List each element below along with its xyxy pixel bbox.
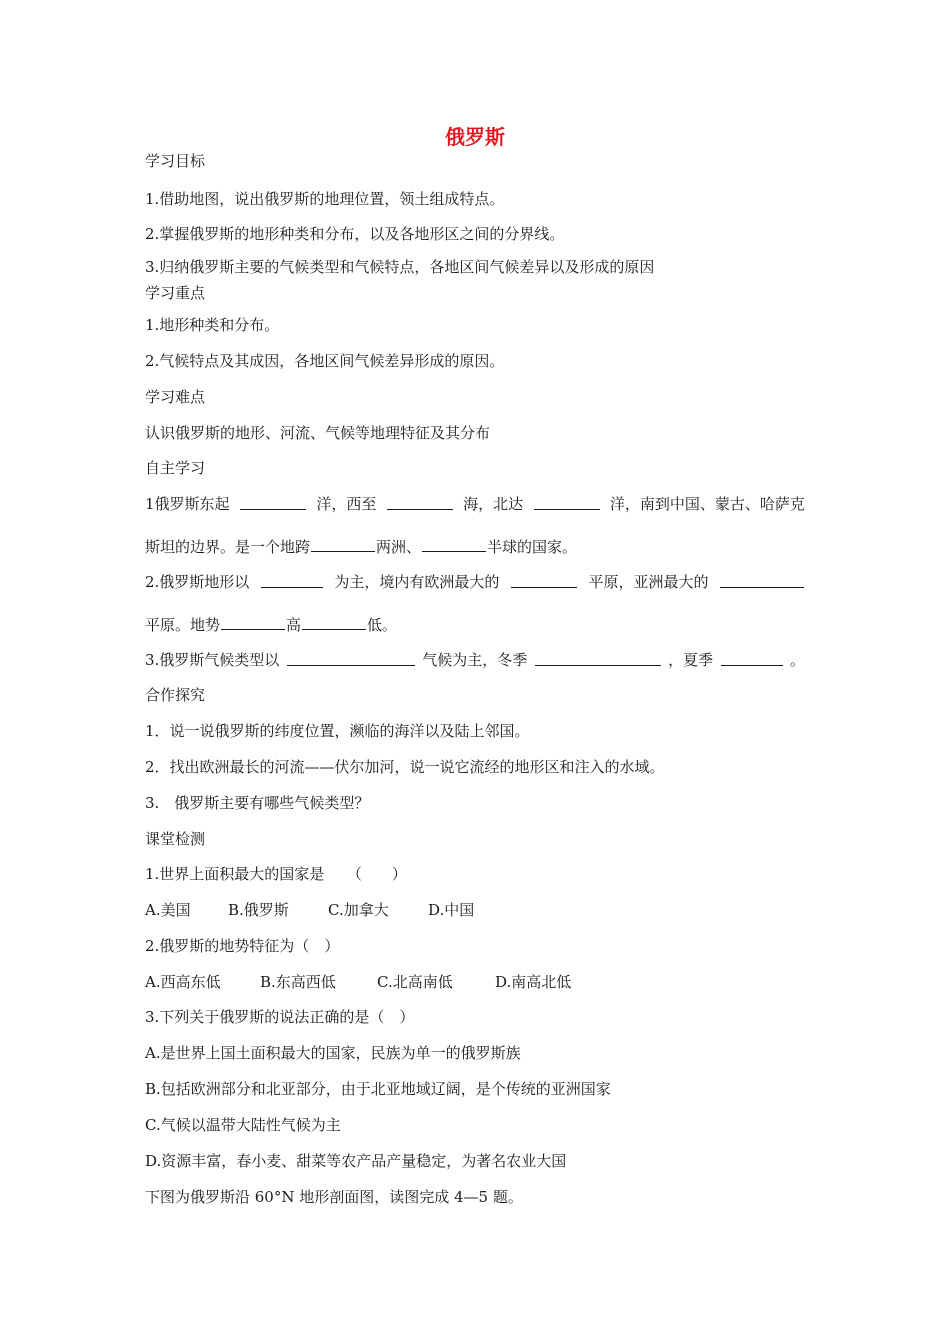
option-b[interactable]: B.俄罗斯 <box>228 901 289 919</box>
test-question-1-stem: 1.世界上面积最大的国家是 （ ） <box>145 865 407 883</box>
cooperation-item-3: 3. 俄罗斯主要有哪些气候类型？ <box>145 794 370 812</box>
option-b[interactable]: B.东高西低 <box>260 973 336 991</box>
question-text: 两洲、 <box>376 538 422 556</box>
option-b[interactable]: B.包括欧洲部分和北亚部分，由于北亚地域辽阔，是个传统的亚洲国家 <box>145 1080 611 1098</box>
figure-intro-text: 下图为俄罗斯沿 60°N 地形剖面图，读图完成 4—5 题。 <box>145 1188 523 1206</box>
question-text: 海，北达 <box>463 495 524 513</box>
section-heading-self-study: 自主学习 <box>145 459 206 477</box>
option-c[interactable]: C.北高南低 <box>377 973 453 991</box>
question-text: 洋，西至 <box>316 495 377 513</box>
question-text: 平原，亚洲最大的 <box>588 573 709 591</box>
answer-blank[interactable] <box>387 494 453 510</box>
goal-item-1: 1.借助地图，说出俄罗斯的地理位置，领土组成特点。 <box>145 190 505 208</box>
test-question-3-stem: 3.下列关于俄罗斯的说法正确的是（ ） <box>145 1008 415 1026</box>
question-text: 高 <box>286 616 302 634</box>
difficulty-text: 认识俄罗斯的地形、河流、气候等地理特征及其分布 <box>145 424 491 442</box>
option-d[interactable]: D.中国 <box>428 901 475 919</box>
key-point-item-2: 2.气候特点及其成因，各地区间气候差异形成的原因。 <box>145 352 505 370</box>
question-text: 斯坦的边界。是一个地跨 <box>145 538 311 556</box>
answer-blank[interactable] <box>261 572 323 588</box>
question-text: 。 <box>789 651 805 669</box>
page-title: 俄罗斯 <box>445 125 505 149</box>
answer-blank[interactable] <box>422 536 486 552</box>
question-text: 洋，南到中国、蒙古、哈萨克 <box>609 495 805 513</box>
section-heading-cooperation: 合作探究 <box>145 686 206 704</box>
option-c[interactable]: C.气候以温带大陆性气候为主 <box>145 1116 341 1134</box>
cooperation-item-2: 2．找出欧洲最长的河流——伏尔加河，说一说它流经的地形区和注入的水域。 <box>145 758 665 776</box>
goal-item-3: 3.归纳俄罗斯主要的气候类型和气候特点，各地区间气候差异以及形成的原因 <box>145 258 655 276</box>
cooperation-item-1: 1．说一说俄罗斯的纬度位置，濒临的海洋以及陆上邻国。 <box>145 722 530 740</box>
question-text: ，夏季 <box>668 651 714 669</box>
question-text: 为主，境内有欧洲最大的 <box>334 573 500 591</box>
question-text: 1俄罗斯东起 <box>145 495 230 513</box>
option-d[interactable]: D.南高北低 <box>495 973 572 991</box>
question-text: 3.俄罗斯气候类型以 <box>145 651 280 669</box>
answer-blank[interactable] <box>311 536 375 552</box>
answer-blank[interactable] <box>240 494 306 510</box>
answer-blank[interactable] <box>511 572 577 588</box>
test-question-2-options <box>145 972 571 992</box>
answer-blank[interactable] <box>534 494 600 510</box>
answer-blank[interactable] <box>287 650 415 666</box>
fill-question-2-line-1 <box>145 572 805 592</box>
goal-item-2: 2.掌握俄罗斯的地形种类和分布，以及各地形区之间的分界线。 <box>145 225 565 243</box>
section-heading-test: 课堂检测 <box>145 830 206 848</box>
option-a[interactable]: A.是世界上国土面积最大的国家，民族为单一的俄罗斯族 <box>145 1044 521 1062</box>
key-point-item-1: 1.地形种类和分布。 <box>145 316 280 334</box>
option-a[interactable]: A.美国 <box>145 901 191 919</box>
fill-question-1-line-1 <box>145 494 805 514</box>
test-question-2-stem: 2.俄罗斯的地势特征为（ ） <box>145 937 340 955</box>
section-heading-key-points: 学习重点 <box>145 284 206 302</box>
answer-blank[interactable] <box>302 614 366 630</box>
answer-blank[interactable] <box>721 650 783 666</box>
answer-blank[interactable] <box>221 614 285 630</box>
test-question-1-options <box>145 900 474 920</box>
question-text: 低。 <box>367 616 398 634</box>
option-d[interactable]: D.资源丰富，春小麦、甜菜等农产品产量稳定，为著名农业大国 <box>145 1152 567 1170</box>
option-c[interactable]: C.加拿大 <box>328 901 389 919</box>
question-text: 半球的国家。 <box>487 538 578 556</box>
answer-blank[interactable] <box>720 572 804 588</box>
question-text: 气候为主，冬季 <box>422 651 528 669</box>
section-heading-difficulty: 学习难点 <box>145 388 206 406</box>
fill-question-2-line-2 <box>145 614 397 635</box>
section-heading-goals: 学习目标 <box>145 152 206 170</box>
fill-question-3 <box>145 650 805 670</box>
fill-question-1-line-2 <box>145 536 577 557</box>
question-text: 平原。地势 <box>145 616 221 634</box>
answer-blank[interactable] <box>535 650 661 666</box>
question-text: 2.俄罗斯地形以 <box>145 573 250 591</box>
option-a[interactable]: A.西高东低 <box>145 973 221 991</box>
